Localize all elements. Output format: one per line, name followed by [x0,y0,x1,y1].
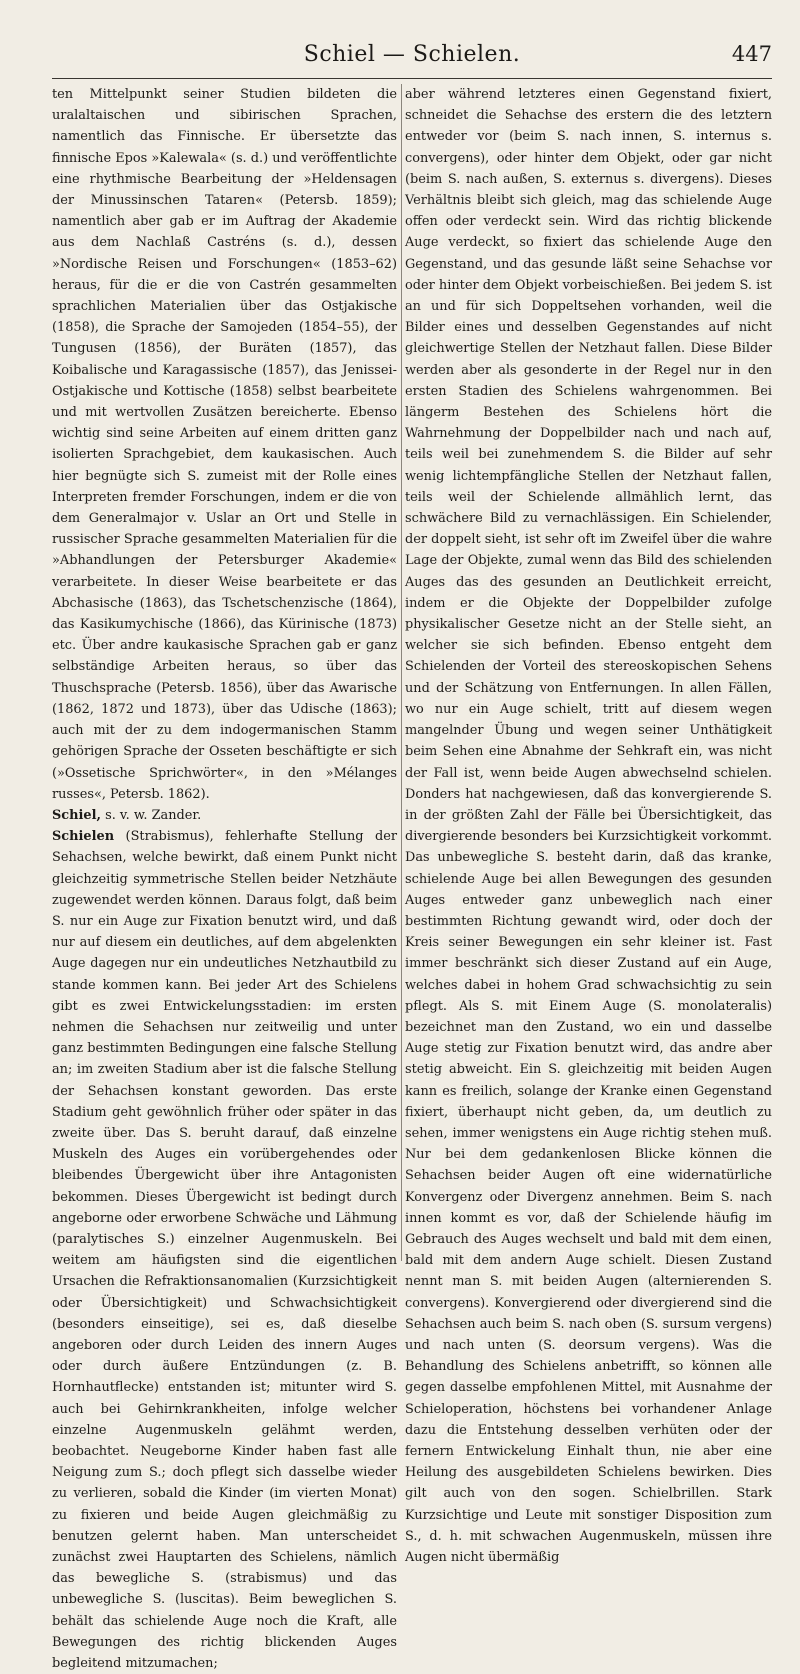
running-head: Schiel — Schielen. [303,42,521,67]
page-number: 447 [731,42,772,66]
entry-schielen [52,826,397,1674]
continuation-paragraph: ten Mittelpunkt seiner Studien bildeten die uralaltaischen und sibirischen Sprachen, namentlich das Finnische. Er übersetzte das finnische Epos »Kalewala« (s. d.) und veröffentlichte eine rhythmische Bearbeitung der »Heldensagen der Minussinschen Tataren« (Petersb. 1859); namentlich aber gab er im Auftrag der Akademie aus dem Nachlaß Castréns (s. d.), dessen »Nordische Reisen und Forschungen« (1853–62) heraus, für die er die von Castrén gesammelten sprachlichen Materialien über das Ostjakische (1858), die Sprache der Samojeden (1854–55), der Tungusen (1856), der Buräten (1857), das Koibalische und Karagassische (1857), das Jenissei-Ostjakische und Kottische (1858) selbst bearbeitete und mit wertvollen Zusätzen bereicherte. Ebenso wichtig sind seine Arbeiten auf einem dritten ganz isolierten Sprachgebiet, dem kaukasischen. Auch hier begnügte sich S. zumeist mit der Rolle eines Interpreten fremder Forschungen, indem er die von dem Generalmajor v. Uslar an Ort und Stelle in russischer Sprache gesammelten Materialien für die »Abhandlungen der Petersburger Akademie« verarbeitete. In dieser Weise bearbeitete er das Abchasische (1863), das Tschetschenzische (1864), das Kasikumychische (1866), das Kürinische (1873) etc. Über andre kaukasische Sprachen gab er ganz selbständige Arbeiten heraus, so über das Thuschsprache (Petersb. 1856), über das Awarische (1862, 1872 und 1873), über das Udische (1863); auch mit der zu dem indogermanischen Stamm gehörigen Sprache der Osseten beschäftigte er sich (»Ossetische Sprichwörter«, in den »Mélanges russes«, Petersb. 1862). [52,87,397,802]
entry-schielen-text: (Strabismus), fehlerhafte Stellung der Sehachsen, welche bewirkt, daß einem Punkt nicht gleichzeitig symmetrische Stellen beider Netzhäute zugewendet werden können. Daraus folgt, daß beim S. nur ein Auge zur Fixation benutzt wird, und daß nur auf diesem ein deutliches, auf dem abgelenkten Auge dagegen nur ein undeutliches Netzhautbild zu stande kommen kann. Bei jeder Art des Schielens gibt es zwei Entwickelungsstadien: im ersten nehmen die Sehachsen nur zeitweilig und unter ganz bestimmten Bedingungen eine falsche Stellung an; im zweiten Stadium aber ist die falsche Stellung der Sehachsen konstant geworden. Das erste Stadium geht gewöhnlich früher oder später in das zweite über. Das S. beruht darauf, daß einzelne Muskeln des Auges ein vorübergehendes oder bleibendes Übergewicht über ihre Antagonisten bekommen. Dieses Übergewicht ist bedingt durch angeborne oder erworbene Schwäche und Lähmung (paralytisches S.) einzelner Augenmuskeln. Bei weitem am häufigsten sind die eigentlichen Ursachen die Refraktionsanomalien (Kurzsichtigkeit oder Übersichtigkeit) und Schwachsichtigkeit (besonders einseitige), sei es, daß dieselbe angeboren oder durch Leiden des innern Auges oder durch äußere Entzündungen (z. B. Hornhautflecke) entstanden ist; mitunter wird S. auch bei Gehirnkrankheiten, infolge welcher einzelne Augenmuskeln gelähmt werden, beobachtet. Neugeborne Kinder haben fast alle Neigung zum S.; doch pflegt sich dasselbe wieder zu verlieren, sobald die Kinder (im vierten Monat) zu fixieren und beide Augen gleichmäßig zu benutzen gelernt haben. Man unterscheidet zunächst zwei Hauptarten des Schielens, nämlich das bewegliche S. (strabismus) und das unbewegliche S. (luscitas). Beim beweglichen S. behält das schielende Auge noch die Kraft, alle Bewegungen des richtig blickenden Auges begleitend mitzumachen; [52,829,397,1672]
right-column-paragraph: aber während letzteres einen Gegenstand fixiert, schneidet die Sehachse des erstern die des letztern entweder vor (beim S. nach innen, S. internus s. convergens), oder hinter dem Objekt, oder gar nicht (beim S. nach außen, S. externus s. divergens). Dieses Verhältnis bleibt sich gleich, mag das schielende Auge offen oder verdeckt sein. Wird das richtig blickende Auge verdeckt, so fixiert das schielende Auge den Gegenstand, und das gesunde läßt seine Sehachse vor oder hinter dem Objekt vorbeischießen. Bei jedem S. ist an und für sich Doppeltsehen vorhanden, weil die Bilder eines und desselben Gegenstandes auf nicht gleichwertige Stellen der Netzhaut fallen. Diese Bilder werden aber als gesonderte in der Regel nur in den ersten Stadien des Schielens wahrgenommen. Bei längerm Bestehen des Schielens hört die Wahrnehmung der Doppelbilder nach und nach auf, teils weil bei zunehmendem S. die Bilder auf sehr wenig lichtempfängliche Stellen der Netzhaut fallen, teils weil der Schielende allmählich lernt, das schwächere Bild zu vernachlässigen. Ein Schielender, der doppelt sieht, ist sehr oft im Zweifel über die wahre Lage der Objekte, zumal wenn das Bild des schielenden Auges das des gesunden an Deutlichkeit erreicht, indem er die Objekte der Doppelbilder zufolge physikalischer Gesetze nicht an der Stelle sieht, an welcher sie sich befinden. Ebenso entgeht dem Schielenden der Vorteil des stereoskopischen Sehens und der Schätzung von Entfernungen. In allen Fällen, wo nur ein Auge schielt, tritt auf diesem wegen mangelnder Übung und wegen seiner Unthätigkeit beim Sehen eine Abnahme der Sehkraft ein, was nicht der Fall ist, wenn beide Augen abwechselnd schielen. Donders hat nachgewiesen, daß das konvergierende S. in der größten Zahl der Fälle bei Übersichtigkeit, das divergierende besonders bei Kurzsichtigkeit vorkommt. Das unbewegliche S. besteht darin, daß das kranke, schielende Auge bei allen Bewegungen des gesunden Auges entweder ganz unbeweglich nach einer bestimmten Richtung gewandt wird, oder doch der Kreis seiner Bewegungen ein sehr kleiner ist. Fast immer beschränkt sich dieser Zustand auf ein Auge, welches dabei in hohem Grad schwachsichtig zu sein pflegt. Als S. mit Einem Auge (S. monolateralis) bezeichnet man den Zustand, wo ein und dasselbe Auge stetig zur Fixation benutzt wird, das andre aber stetig abweicht. Ein S. gleichzeitig mit beiden Augen kann es freilich, solange der Kranke einen Gegenstand fixiert, überhaupt nicht geben, da, um deutlich zu sehen, immer wenigstens ein Auge richtig stehen muß. Nur bei dem gedankenlosen Blicke können die Sehachsen beider Augen oft eine widernatürliche Konvergenz oder Divergenz annehmen. Beim S. nach innen kommt es vor, daß der Schielende häufig im Gebrauch des Auges wechselt und bald mit dem einen, bald mit dem andern Auge schielt. Diesen Zustand nennt man S. mit beiden Augen (alternierenden S. convergens). Konvergierend oder divergierend sind die Sehachsen auch beim S. nach oben (S. sursum vergens) und nach unten (S. deorsum vergens). Was die Behandlung des Schielens anbetrifft, so können alle gegen dasselbe empfohlenen Mittel, mit Ausnahme der Schieloperation, höchstens bei vorhandener Anlage dazu die Entstehung desselben verhüten oder der fernern Entwickelung Einhalt thun, nie aber eine Heilung des ausgebildeten Schielens bewirken. Dies gilt auch von den sogen. Schielbrillen. Stark Kurzsichtige und Leute mit sonstiger Disposition zum S., d. h. mit schwachen Augenmuskeln, müssen ihre Augen nicht übermäßig [405,87,772,1566]
header-rule [52,78,772,79]
left-column [52,84,397,1672]
text-columns [52,84,772,1672]
column-divider [401,84,402,1261]
headword-schiel: Schiel, [52,807,102,823]
headword-schielen: Schielen [52,829,115,845]
entry-schiel-text: s. v. w. Zander. [101,807,202,823]
entry-schiel [52,805,397,826]
page-header [52,42,772,72]
right-column [405,84,772,1566]
